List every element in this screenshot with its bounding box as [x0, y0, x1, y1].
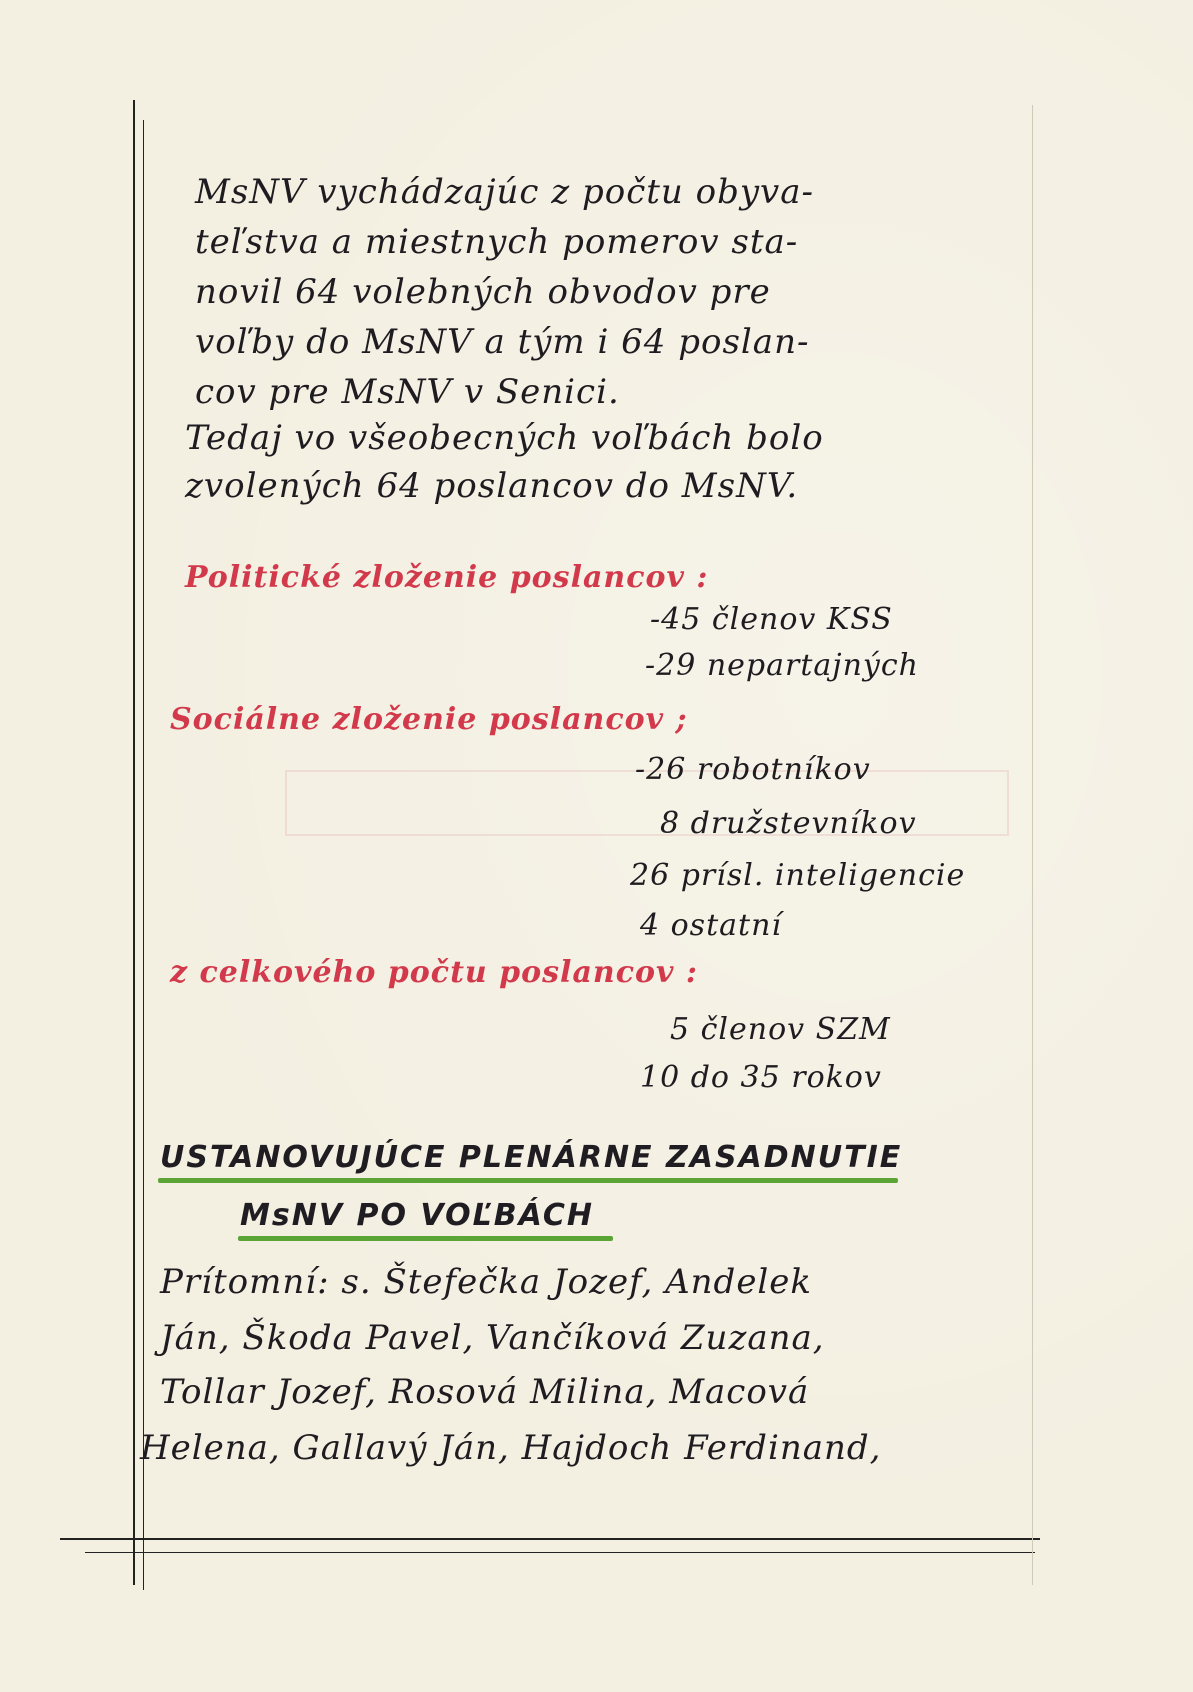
- intro-line: cov pre MsNV v Senici.: [195, 372, 620, 412]
- bottom-rule-lower: [85, 1552, 1035, 1553]
- total-item: 5 členov SZM: [670, 1012, 891, 1047]
- social-item: 4 ostatní: [640, 908, 782, 943]
- session-title-line1: USTANOVUJÚCE PLENÁRNE ZASADNUTIE: [160, 1140, 903, 1175]
- session-title-underline2: [238, 1236, 613, 1241]
- intro-line: voľby do MsNV a tým i 64 poslan-: [195, 322, 810, 362]
- session-title-line2: MsNV PO VOĽBÁCH: [240, 1198, 595, 1233]
- left-margin-rule-inner: [143, 120, 144, 1590]
- total-item: 10 do 35 rokov: [640, 1060, 882, 1095]
- political-item: -29 nepartajných: [645, 648, 919, 683]
- present-line: Prítomní: s. Štefečka Jozef, Andelek: [160, 1262, 813, 1302]
- intro-line: MsNV vychádzajúc z počtu obyva-: [195, 172, 815, 212]
- present-line: Tollar Jozef, Rosová Milina, Macová: [160, 1372, 810, 1412]
- bottom-rule-upper: [60, 1538, 1040, 1540]
- social-item: 26 prísl. inteligencie: [630, 858, 966, 893]
- right-margin-rule: [1032, 105, 1033, 1585]
- social-item: 8 družstevníkov: [660, 806, 917, 841]
- present-line: Helena, Gallavý Ján, Hajdoch Ferdinand,: [140, 1428, 882, 1468]
- political-item: -45 členov KSS: [650, 602, 893, 637]
- intro-line: teľstva a miestnych pomerov sta-: [195, 222, 799, 262]
- intro-line: zvolených 64 poslancov do MsNV.: [185, 466, 799, 506]
- social-heading: Sociálne zloženie poslancov ;: [170, 702, 688, 737]
- left-margin-rule-outer: [133, 100, 135, 1585]
- present-line: Ján, Škoda Pavel, Vančíková Zuzana,: [160, 1318, 825, 1358]
- social-item: -26 robotníkov: [635, 752, 871, 787]
- intro-line: Tedaj vo všeobecných voľbách bolo: [185, 418, 824, 458]
- intro-line: novil 64 volebných obvodov pre: [195, 272, 771, 312]
- political-heading: Politické zloženie poslancov :: [185, 560, 709, 595]
- total-heading: z celkového počtu poslancov :: [170, 955, 698, 990]
- session-title-underline1: [158, 1178, 898, 1183]
